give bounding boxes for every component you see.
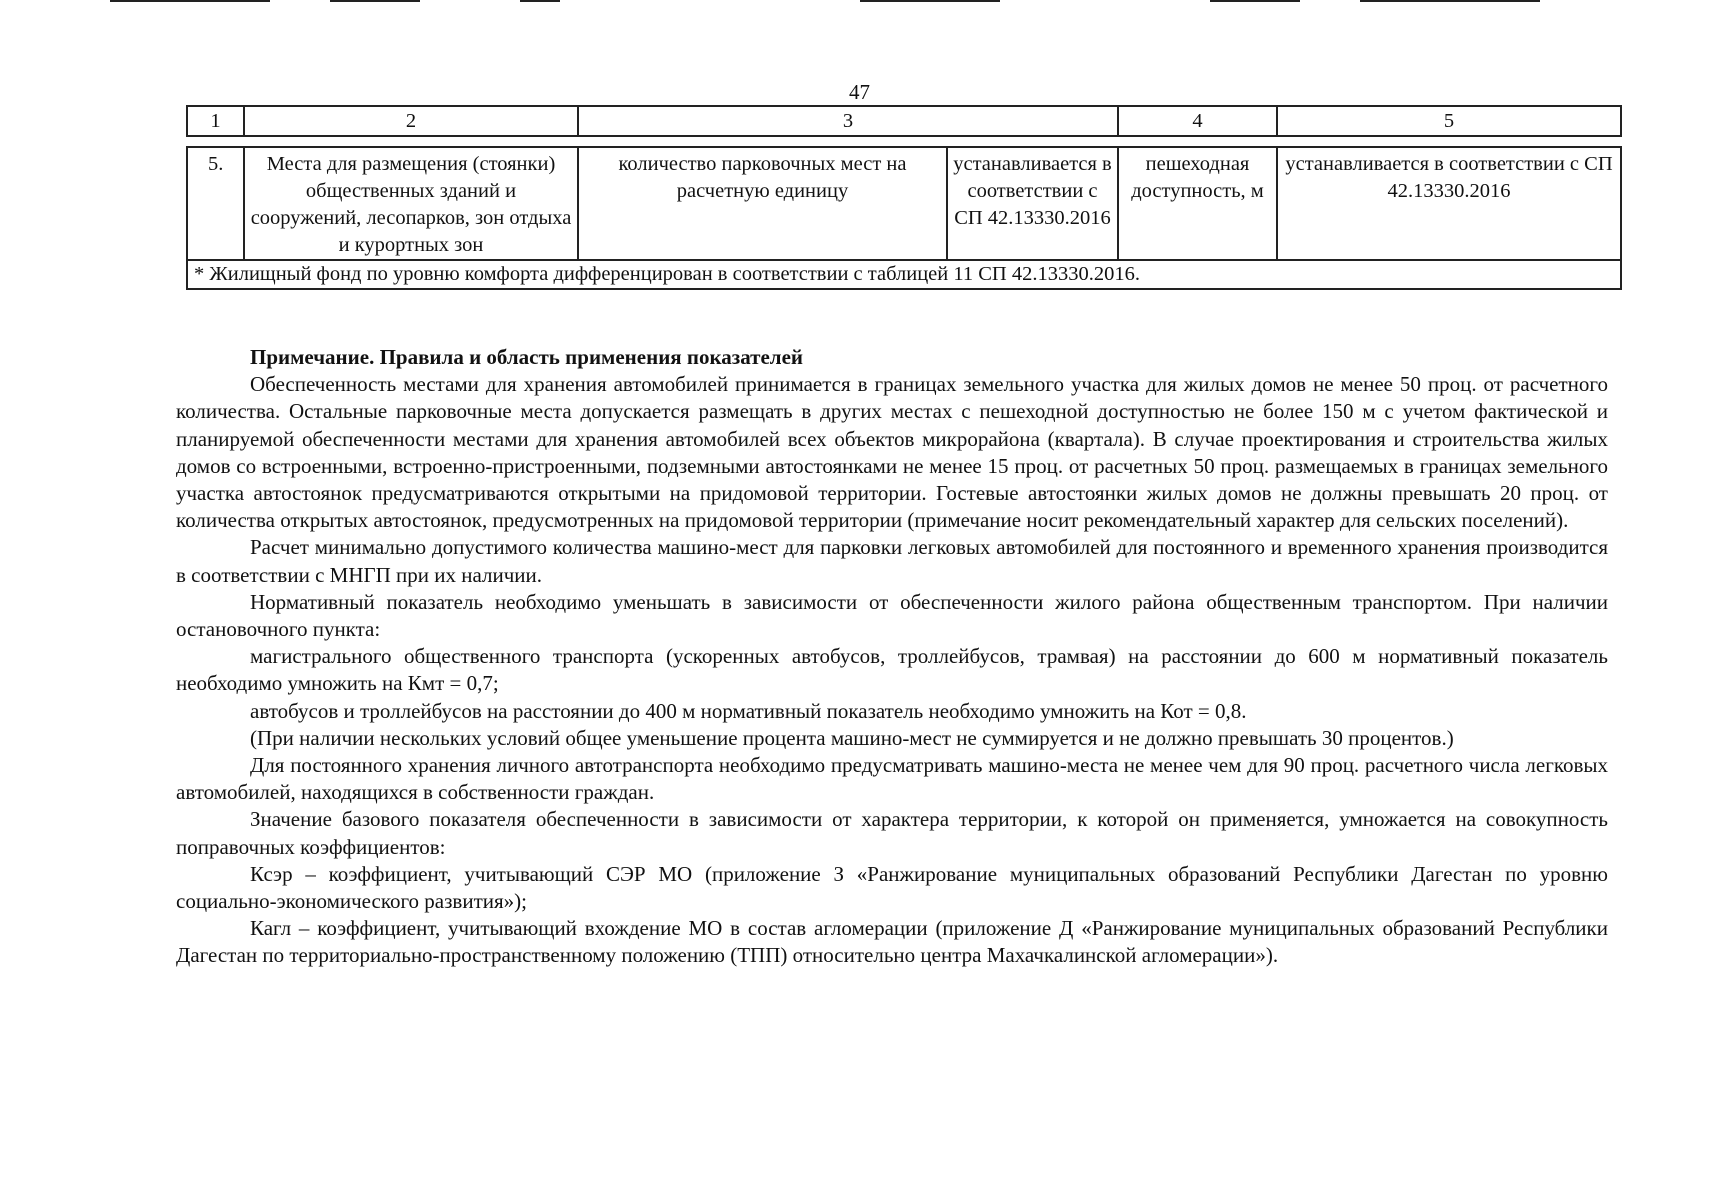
- notes-paragraph: Ксэр – коэффициент, учитывающий СЭР МО (приложение З «Ранжирование муниципальных образований Республики Дагестан по уровню социально-экономического развития»);: [176, 861, 1608, 914]
- scan-edge-line: [110, 0, 270, 2]
- table-header: [186, 105, 1622, 137]
- scan-edge-line: [330, 0, 420, 2]
- row-accessibility-value-cell: устанавливается в соответствии с СП 42.13330.2016: [1277, 147, 1621, 260]
- scan-edge-line: [860, 0, 1000, 2]
- notes-paragraph: Кагл – коэффициент, учитывающий вхождение МО в состав агломерации (приложение Д «Ранжирование муниципальных образований Республики Дагестан по территориально-пространственному положению (ТПП) относительно центра Махачкалинской агломерации»).: [176, 916, 1608, 968]
- notes-paragraph: (При наличии нескольких условий общее уменьшение процента машино-мест не суммируется и не должно превышать 30 процентов.): [250, 725, 1454, 750]
- header-cell: 2: [244, 106, 578, 136]
- notes-paragraph: магистрального общественного транспорта (ускоренных автобусов, троллейбусов, трамвая) на расстоянии до 600 м нормативный показатель необходимо умножить на Кмт = 0,7;: [176, 644, 1608, 696]
- row-indicator-value-cell: устанавливается в соответствии с СП 42.13330.2016: [947, 147, 1118, 260]
- row-indicator-cell: количество парковочных мест на расчетную единицу: [578, 147, 947, 260]
- header-cell: 3: [578, 106, 1118, 136]
- page-number: 47: [849, 80, 870, 104]
- notes-paragraph: автобусов и троллейбусов на расстоянии до 400 м нормативный показатель необходимо умножить на Кот = 0,8.: [250, 698, 1247, 723]
- notes-paragraph: Обеспеченность местами для хранения автомобилей принимается в границах земельного участка для жилых домов не менее 50 проц. от расчетного количества. Остальные парковочные места допускается размещать в других местах с пешеходной доступностью не более 150 м с учетом фактической и планируемой обеспеченности местами для хранения автомобилей всех объектов микрорайона (квартала). В случае проектирования и строительства жилых домов со встроенными, встроенно-пристроенными, подземными автостоянками не менее 15 проц. от расчетных 50 проц. размещаемых в границах земельного участка автостоянок предусматриваются открытыми на придомовой территории. Гостевые автостоянки жилых домов не должны превышать 20 проц. от количества открытых автостоянок, предусмотренных на придомовой территории (примечание носит рекомендательный характер для сельских поселений).: [176, 372, 1608, 533]
- row-object-cell: Места для размещения (стоянки) общественных зданий и сооружений, лесопарков, зон отдыха и курортных зон: [244, 147, 578, 260]
- table-body: [186, 146, 1622, 290]
- header-cell: 4: [1118, 106, 1277, 136]
- table-footnote-row: [187, 260, 1621, 289]
- notes-paragraph: Для постоянного хранения личного автотранспорта необходимо предусматривать машино-места не менее чем для 90 проц. расчетного числа легковых автомобилей, находящихся в собственности граждан.: [176, 753, 1608, 805]
- scan-edge-line: [520, 0, 560, 2]
- header-cell: 5: [1277, 106, 1621, 136]
- row-accessibility-cell: пешеходная доступность, м: [1118, 147, 1277, 260]
- notes-heading: Примечание. Правила и область применения показателей: [250, 345, 804, 369]
- table-header-row: [187, 106, 1621, 136]
- header-cell: 1: [187, 106, 244, 136]
- notes-paragraph: Расчет минимально допустимого количества машино-мест для парковки легковых автомобилей для постоянного и временного хранения производится в соответствии с МНГП при их наличии.: [176, 535, 1608, 587]
- scan-edge-line: [1360, 0, 1540, 2]
- notes-section: [176, 344, 1608, 970]
- scan-edge-line: [1210, 0, 1300, 2]
- table-row: [187, 147, 1621, 260]
- notes-paragraph: Нормативный показатель необходимо уменьшать в зависимости от обеспеченности жилого района общественным транспортом. При наличии остановочного пункта:: [176, 589, 1608, 642]
- row-number: 5.: [187, 147, 244, 260]
- table-footnote: * Жилищный фонд по уровню комфорта дифференцирован в соответствии с таблицей 11 СП 42.13330.2016.: [187, 260, 1621, 289]
- notes-paragraph: Значение базового показателя обеспеченности в зависимости от характера территории, к которой он применяется, умножается на совокупность поправочных коэффициентов:: [176, 807, 1608, 859]
